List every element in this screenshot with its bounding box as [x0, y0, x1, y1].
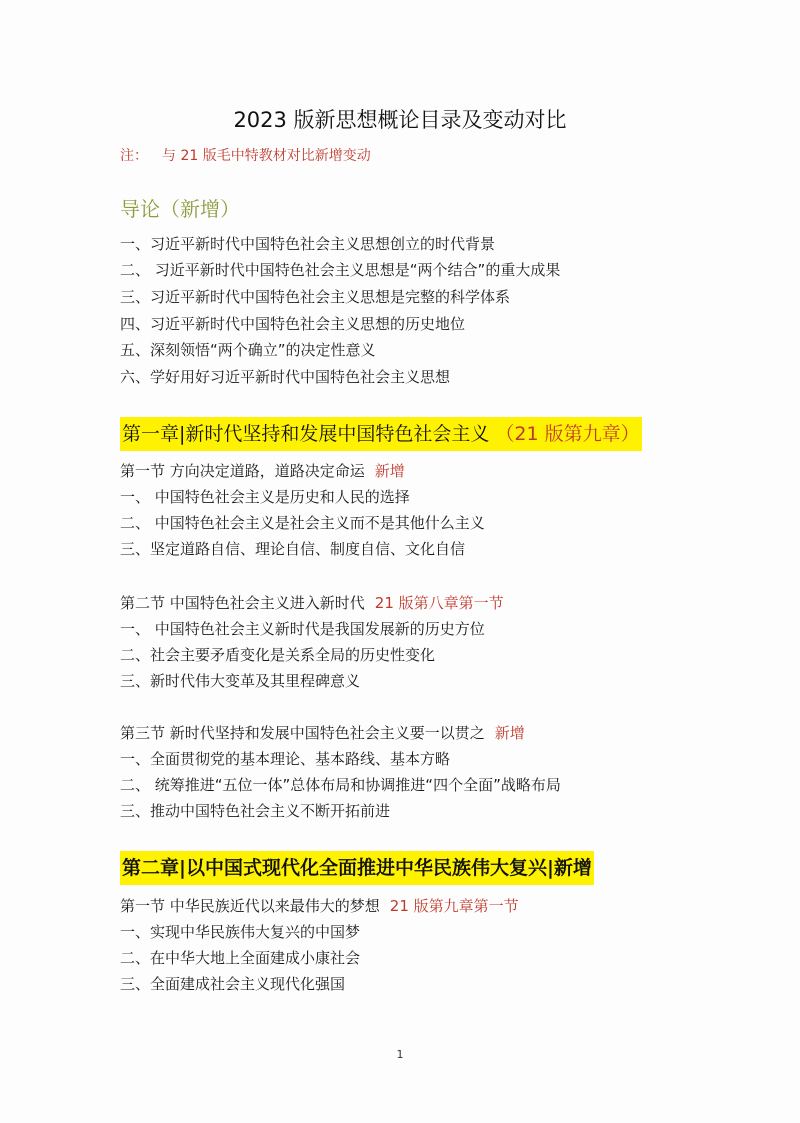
section-item: 三、全面建成社会主义现代化强国: [120, 975, 346, 993]
intro-item: 五、深刻领悟“两个确立”的决定性意义: [120, 341, 376, 359]
section-heading: [120, 592, 504, 614]
chapter-2-title: 第二章|以中国式现代化全面推进中华民族伟大复兴|新增: [122, 857, 592, 879]
section-item: 三、推动中国特色社会主义不断开拓前进: [120, 802, 391, 820]
intro-item: 二、 习近平新时代中国特色社会主义思想是“两个结合”的重大成果: [120, 261, 561, 279]
intro-item: 一、习近平新时代中国特色社会主义思想创立的时代背景: [120, 235, 496, 253]
note-text: 与 21 版毛中特教材对比新增变动: [162, 148, 371, 164]
section-item: 二、社会主要矛盾变化是关系全局的历史性变化: [120, 646, 436, 664]
document-title: 2023 版新思想概论目录及变动对比: [233, 108, 567, 132]
section-item: 一、 中国特色社会主义新时代是我国发展新的历史方位: [120, 620, 485, 638]
section-tag: 新增: [494, 724, 525, 742]
section-item: 一、 中国特色社会主义是历史和人民的选择: [120, 488, 410, 506]
section-item: 二、 中国特色社会主义是社会主义而不是其他什么主义: [120, 514, 485, 532]
section-title: 第一节 中华民族近代以来最伟大的梦想: [120, 897, 380, 915]
section-item: 三、坚定道路自信、理论自信、制度自信、文化自信: [120, 540, 466, 558]
section-title: 第一节 方向决定道路，道路决定命运: [120, 462, 365, 480]
section-heading: [120, 460, 405, 482]
chapter-1-tag: （21 版第九章）: [495, 423, 640, 445]
section-item: 三、新时代伟大变革及其里程碑意义: [120, 672, 361, 690]
page-number: 1: [396, 1048, 404, 1061]
chapter-2-heading: [120, 851, 594, 885]
intro-heading: 导论（新增）: [120, 197, 240, 221]
section-title: 第三节 新时代坚持和发展中国特色社会主义要一以贯之: [120, 724, 485, 742]
section-item: 二、在中华大地上全面建成小康社会: [120, 949, 361, 967]
chapter-1-heading: [120, 417, 642, 451]
section-heading: [120, 722, 525, 744]
note-line: [120, 146, 371, 166]
section-item: 一、实现中华民族伟大复兴的中国梦: [120, 923, 361, 941]
section-title: 第二节 中国特色社会主义进入新时代: [120, 594, 365, 612]
section-tag: 新增: [374, 462, 405, 480]
chapter-1-title: 第一章|新时代坚持和发展中国特色社会主义: [122, 423, 490, 445]
note-label: 注：: [120, 148, 148, 164]
intro-item: 三、习近平新时代中国特色社会主义思想是完整的科学体系: [120, 288, 511, 306]
section-tag: 21 版第九章第一节: [389, 897, 519, 915]
section-tag: 21 版第八章第一节: [374, 594, 504, 612]
section-item: 二、 统筹推进“五位一体”总体布局和协调推进“四个全面”战略布局: [120, 776, 561, 794]
section-heading: [120, 895, 519, 917]
section-item: 一、全面贯彻党的基本理论、基本路线、基本方略: [120, 750, 451, 768]
intro-item: 四、习近平新时代中国特色社会主义思想的历史地位: [120, 315, 466, 333]
intro-item: 六、学好用好习近平新时代中国特色社会主义思想: [120, 368, 451, 386]
